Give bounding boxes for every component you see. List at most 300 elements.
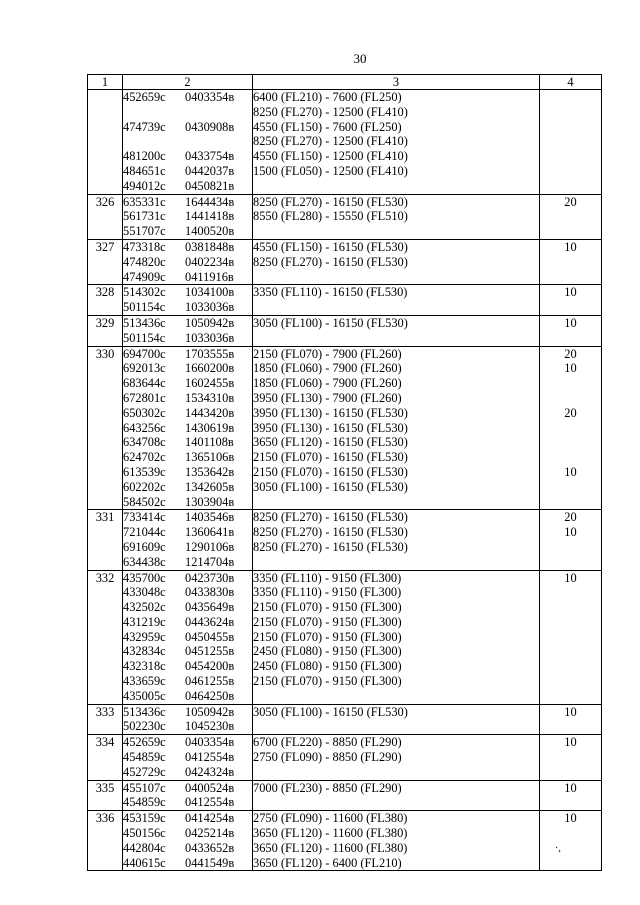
- altitude-cell: [253, 346, 540, 510]
- altitude-range: 1850 (FL060) - 7900 (FL260): [253, 361, 402, 376]
- value-text: [540, 224, 601, 239]
- altitude-range: [253, 719, 539, 734]
- latitude: 501154с: [123, 300, 166, 315]
- latitude: 551707с: [123, 224, 166, 239]
- latitude: 613539с: [123, 464, 166, 479]
- value-text: [540, 450, 601, 465]
- altitude-range: [253, 495, 539, 510]
- coordinate-pair: [123, 224, 252, 239]
- latitude: 454859с: [123, 750, 166, 765]
- coordinate-pair: [123, 644, 252, 659]
- longitude: 0402234в: [185, 254, 235, 269]
- zone-number-text: 334: [95, 735, 115, 750]
- coordinate-pair: [123, 811, 252, 826]
- altitude-range: 1850 (FL060) - 7900 (FL260): [253, 376, 402, 391]
- coordinate-pair: [123, 750, 252, 765]
- longitude: 1403546в: [185, 510, 235, 525]
- latitude: 683644с: [123, 376, 166, 391]
- longitude: 1441418в: [185, 209, 235, 224]
- value-text: [540, 300, 601, 315]
- zone-number: [88, 704, 123, 735]
- coordinates-cell: [123, 735, 253, 780]
- altitude-range: 2150 (FL070) - 9150 (FL300): [253, 614, 402, 629]
- longitude: 1365106в: [185, 450, 235, 465]
- value-text: [540, 555, 601, 570]
- zone-number: [88, 510, 123, 570]
- coordinate-pair: [123, 285, 252, 300]
- altitude-range: 2150 (FL070) - 16150 (FL530): [253, 464, 408, 479]
- value-text: [540, 435, 601, 450]
- altitude-range: 2150 (FL070) - 9150 (FL300): [253, 629, 402, 644]
- coordinate-pair: [123, 600, 252, 615]
- coordinates-cell: [123, 346, 253, 510]
- longitude: 1290106в: [185, 539, 235, 554]
- column-header: 4: [540, 75, 602, 90]
- altitude-range: [253, 765, 539, 780]
- altitude-range: 4550 (FL150) - 7600 (FL250): [253, 119, 402, 134]
- latitude: 432318с: [123, 659, 166, 674]
- coordinate-pair: [123, 240, 252, 255]
- altitude-range: 3650 (FL120) - 16150 (FL530): [253, 435, 408, 450]
- coordinate-pair: [123, 856, 252, 871]
- altitude-range: 3050 (FL100) - 16150 (FL530): [253, 704, 408, 719]
- altitude-range: 2450 (FL080) - 9150 (FL300): [253, 644, 402, 659]
- altitude-cell: [253, 510, 540, 570]
- value-text: 10: [564, 570, 577, 585]
- value-text: [540, 480, 601, 495]
- zone-number: [88, 239, 123, 284]
- coordinates-cell: [123, 315, 253, 346]
- longitude: 0461255в: [185, 674, 235, 689]
- longitude: 1034100в: [185, 285, 235, 300]
- altitude-range: [253, 689, 539, 704]
- latitude: 474739с: [123, 119, 166, 134]
- coordinate-pair: [123, 209, 252, 224]
- coordinate-pair: [123, 765, 252, 780]
- coordinate-pair: [123, 795, 252, 810]
- coordinate-pair: [123, 316, 252, 331]
- longitude: 0443624в: [185, 614, 235, 629]
- value-text: [540, 90, 601, 105]
- value-text: [540, 179, 601, 194]
- altitude-range: 2150 (FL070) - 9150 (FL300): [253, 674, 402, 689]
- longitude: 0425214в: [185, 826, 235, 841]
- altitude-cell: [253, 90, 540, 195]
- latitude: 435005с: [123, 688, 166, 703]
- zone-number-text: 326: [95, 194, 115, 209]
- coordinate-pair: [123, 406, 252, 421]
- value-text: 10: [564, 780, 577, 795]
- latitude: 442804с: [123, 840, 166, 855]
- longitude: 1443420в: [185, 405, 235, 420]
- latitude: 450156с: [123, 826, 166, 841]
- coordinate-pair: [123, 735, 252, 750]
- coordinate-pair: [123, 719, 252, 734]
- latitude: 455107с: [123, 780, 166, 795]
- altitude-range: 8250 (FL270) - 16150 (FL530): [253, 510, 408, 525]
- latitude: 624702с: [123, 450, 166, 465]
- coordinate-pair: [123, 674, 252, 689]
- coordinate-pair: [123, 826, 252, 841]
- longitude: 0464250в: [185, 688, 235, 703]
- coordinates-cell: [123, 90, 253, 195]
- latitude: 501154с: [123, 330, 166, 345]
- latitude: 433048с: [123, 585, 166, 600]
- value-cell: [540, 811, 602, 871]
- altitude-range: 6700 (FL220) - 8850 (FL290): [253, 735, 402, 750]
- coordinate-pair: [123, 421, 252, 436]
- longitude: 0451255в: [185, 644, 235, 659]
- coordinate-pair: [123, 435, 252, 450]
- altitude-range: 2750 (FL090) - 11600 (FL380): [253, 811, 408, 826]
- coordinate-pair: [123, 465, 252, 480]
- altitude-range: 3650 (FL120) - 11600 (FL380): [253, 826, 408, 841]
- zone-number: [88, 194, 123, 239]
- stray-mark: ·,: [555, 843, 561, 854]
- coordinates-cell: [123, 285, 253, 316]
- latitude: 513436с: [123, 704, 166, 719]
- coordinate-pair: [123, 450, 252, 465]
- value-text: 10: [564, 239, 577, 254]
- value-text: [540, 540, 601, 555]
- value-text: [540, 331, 601, 346]
- value-text: 10: [564, 704, 577, 719]
- latitude: 435700с: [123, 570, 166, 585]
- value-text: [540, 765, 601, 780]
- value-cell: [540, 239, 602, 284]
- value-cell: [540, 735, 602, 780]
- altitude-range: 3050 (FL100) - 16150 (FL530): [253, 479, 408, 494]
- coordinate-pair: [123, 571, 252, 586]
- zone-number: [88, 570, 123, 704]
- longitude: 1050942в: [185, 315, 235, 330]
- altitude-cell: [253, 704, 540, 735]
- latitude: 432959с: [123, 629, 166, 644]
- value-text: 10: [564, 735, 577, 750]
- zone-number-text: 328: [95, 285, 115, 300]
- table-row: [88, 239, 602, 284]
- longitude: 0430908в: [185, 119, 235, 134]
- coordinate-pair: [123, 689, 252, 704]
- latitude: 432502с: [123, 600, 166, 615]
- altitude-range: [253, 300, 539, 315]
- coordinate-pair: [123, 331, 252, 346]
- coordinate-pair: [123, 615, 252, 630]
- altitude-range: [253, 795, 539, 810]
- coordinate-pair: [123, 255, 252, 270]
- zone-number-text: 330: [95, 346, 115, 361]
- coordinate-pair: [123, 781, 252, 796]
- coordinate-pair: [123, 164, 252, 179]
- altitude-cell: [253, 780, 540, 811]
- altitude-range: [253, 270, 539, 285]
- altitude-range: 3950 (FL130) - 16150 (FL530): [253, 420, 408, 435]
- latitude: 473318с: [123, 239, 166, 254]
- zone-number: [88, 90, 123, 195]
- longitude: 1360641в: [185, 525, 235, 540]
- longitude: 1400520в: [185, 224, 235, 239]
- coordinate-pair: [123, 480, 252, 495]
- latitude: 440615с: [123, 855, 166, 870]
- column-header: 3: [253, 75, 540, 90]
- longitude: 1534310в: [185, 390, 235, 405]
- value-text: [540, 105, 601, 120]
- altitude-range: 3950 (FL130) - 16150 (FL530): [253, 405, 408, 420]
- longitude: 0442037в: [185, 163, 235, 178]
- longitude: 0412554в: [185, 750, 235, 765]
- latitude: 452729с: [123, 764, 166, 779]
- column-header: 2: [123, 75, 253, 90]
- value-cell: [540, 285, 602, 316]
- value-text: [540, 120, 601, 135]
- altitude-range: 8550 (FL280) - 15550 (FL510): [253, 209, 408, 224]
- latitude: 721044с: [123, 525, 166, 540]
- altitude-range: 2150 (FL070) - 7900 (FL260): [253, 346, 402, 361]
- value-text: [540, 495, 601, 510]
- zone-number: [88, 780, 123, 811]
- coordinate-pair: [123, 270, 252, 285]
- zone-number-text: 332: [95, 570, 115, 585]
- coordinate-pair: [123, 525, 252, 540]
- latitude: 432834с: [123, 644, 166, 659]
- value-text: [540, 659, 601, 674]
- coordinate-pair: [123, 630, 252, 645]
- latitude: 514302с: [123, 285, 166, 300]
- latitude: 453159с: [123, 811, 166, 826]
- latitude: 561731с: [123, 209, 166, 224]
- altitude-range: [253, 331, 539, 346]
- latitude: 452659с: [123, 90, 166, 104]
- altitude-range: 4550 (FL150) - 12500 (FL410): [253, 149, 408, 164]
- coordinate-pair: [123, 149, 252, 164]
- table-row: [88, 285, 602, 316]
- value-text: 10: [564, 525, 577, 540]
- zone-number: [88, 346, 123, 510]
- altitude-cell: [253, 811, 540, 871]
- coordinate-pair: [123, 510, 252, 525]
- altitude-range: 8250 (FL270) - 16150 (FL530): [253, 539, 408, 554]
- longitude: 1430619в: [185, 420, 235, 435]
- longitude: 0403354в: [185, 735, 235, 750]
- zone-number: [88, 285, 123, 316]
- zone-number-text: 331: [95, 510, 115, 525]
- altitude-range: 3650 (FL120) - 6400 (FL210): [253, 855, 402, 870]
- value-text: [540, 615, 601, 630]
- latitude: 672801с: [123, 390, 166, 405]
- latitude: 635331с: [123, 194, 166, 209]
- value-text: [540, 750, 601, 765]
- altitude-cell: [253, 285, 540, 316]
- coordinate-pair: [123, 376, 252, 391]
- altitude-range: 3350 (FL110) - 9150 (FL300): [253, 585, 402, 600]
- coordinate-pair: [123, 841, 252, 856]
- coordinates-cell: [123, 510, 253, 570]
- longitude: 0435649в: [185, 600, 235, 615]
- altitude-range: 3950 (FL130) - 7900 (FL260): [253, 390, 402, 405]
- longitude: 0433754в: [185, 149, 235, 164]
- latitude: 691609с: [123, 539, 166, 554]
- altitude-cell: [253, 239, 540, 284]
- value-text: [540, 719, 601, 734]
- value-text: [540, 795, 601, 810]
- coordinates-cell: [123, 811, 253, 871]
- longitude: 1353642в: [185, 464, 235, 479]
- longitude: 1214704в: [185, 554, 235, 569]
- value-text: 20: [564, 194, 577, 209]
- value-cell: [540, 570, 602, 704]
- coordinate-pair: [123, 300, 252, 315]
- coordinate-pair: [123, 391, 252, 406]
- value-text: 10: [564, 285, 577, 300]
- latitude: 694700с: [123, 346, 166, 361]
- coordinate-pair: [123, 120, 252, 135]
- altitude-range: 2150 (FL070) - 9150 (FL300): [253, 600, 402, 615]
- latitude: 513436с: [123, 315, 166, 330]
- value-text: [540, 689, 601, 704]
- altitude-cell: [253, 315, 540, 346]
- longitude: 1033036в: [185, 300, 235, 315]
- table-row: [88, 704, 602, 735]
- table-row: [88, 780, 602, 811]
- altitude-range: 3350 (FL110) - 9150 (FL300): [253, 570, 402, 585]
- longitude: 1401108в: [185, 435, 234, 450]
- value-text: 10: [564, 811, 577, 826]
- latitude: 650302с: [123, 405, 166, 420]
- latitude: 433659с: [123, 674, 166, 689]
- value-text: 20: [564, 346, 577, 361]
- value-cell: [540, 315, 602, 346]
- zone-number-text: 333: [95, 704, 115, 719]
- longitude: 0454200в: [185, 659, 235, 674]
- airspace-table: [87, 74, 602, 871]
- longitude: 0381848в: [185, 239, 235, 254]
- value-text: [540, 270, 601, 285]
- altitude-cell: [253, 735, 540, 780]
- latitude: 431219с: [123, 614, 166, 629]
- longitude: 0400524в: [185, 780, 235, 795]
- latitude: 494012с: [123, 178, 166, 193]
- zone-number-text: 335: [95, 780, 115, 795]
- zone-number-text: 327: [95, 239, 115, 254]
- latitude: 634708с: [123, 435, 166, 450]
- coordinate-pair: [123, 705, 252, 720]
- altitude-range: 3650 (FL120) - 11600 (FL380): [253, 840, 408, 855]
- longitude: 0441549в: [185, 855, 235, 870]
- value-text: [540, 630, 601, 645]
- altitude-range: 8250 (FL270) - 16150 (FL530): [253, 254, 408, 269]
- value-text: 10: [564, 464, 577, 479]
- value-text: [540, 149, 601, 164]
- column-header: 1: [88, 75, 123, 90]
- value-text: [540, 644, 601, 659]
- altitude-range: 3350 (FL110) - 16150 (FL530): [253, 285, 408, 300]
- longitude: 1602455в: [185, 376, 235, 391]
- longitude: 0450455в: [185, 629, 235, 644]
- latitude: 474909с: [123, 269, 166, 284]
- table-row: [88, 346, 602, 510]
- longitude: 0411916в: [185, 269, 234, 284]
- table-row: [88, 811, 602, 871]
- coordinate-pair: [123, 555, 252, 570]
- latitude: 502230с: [123, 719, 166, 734]
- altitude-range: 8250 (FL270) - 16150 (FL530): [253, 194, 408, 209]
- zone-number-text: [88, 90, 122, 105]
- value-text: 20: [564, 510, 577, 525]
- coordinate-pair: [123, 495, 252, 510]
- longitude: 1660200в: [185, 361, 235, 376]
- value-text: [540, 376, 601, 391]
- table-row: [88, 510, 602, 570]
- altitude-range: 8250 (FL270) - 12500 (FL410): [253, 104, 408, 119]
- coordinate-pair: [123, 540, 252, 555]
- value-cell: [540, 194, 602, 239]
- longitude: 0450821в: [185, 178, 235, 193]
- latitude: 484651с: [123, 163, 166, 178]
- altitude-range: 7000 (FL230) - 8850 (FL290): [253, 780, 402, 795]
- altitude-range: 3050 (FL100) - 16150 (FL530): [253, 315, 408, 330]
- longitude: 1703555в: [185, 346, 235, 361]
- value-text: [540, 600, 601, 615]
- value-text: 20: [564, 405, 577, 420]
- altitude-range: 2750 (FL090) - 8850 (FL290): [253, 750, 402, 765]
- longitude: 0412554в: [185, 795, 235, 810]
- longitude: 0424324в: [185, 764, 235, 779]
- value-text: 10: [564, 361, 577, 376]
- altitude-range: 2150 (FL070) - 16150 (FL530): [253, 450, 408, 465]
- table-row: [88, 315, 602, 346]
- zone-number: [88, 811, 123, 871]
- value-text: [540, 585, 601, 600]
- coordinate-pair: [123, 585, 252, 600]
- table-row: [88, 570, 602, 704]
- coordinate-pair: [123, 134, 252, 149]
- latitude: 452659с: [123, 735, 166, 750]
- value-text: [540, 164, 601, 179]
- value-cell: [540, 780, 602, 811]
- zone-number: [88, 735, 123, 780]
- coordinates-cell: [123, 570, 253, 704]
- longitude: 1342605в: [185, 479, 235, 494]
- altitude-range: [253, 555, 539, 570]
- value-cell: [540, 346, 602, 510]
- latitude: 602202с: [123, 479, 166, 494]
- altitude-range: 6400 (FL210) - 7600 (FL250): [253, 90, 402, 104]
- altitude-range: 4550 (FL150) - 16150 (FL530): [253, 239, 408, 254]
- table-row: [88, 194, 602, 239]
- altitude-cell: [253, 194, 540, 239]
- value-cell: [540, 510, 602, 570]
- value-text: 10: [564, 315, 577, 330]
- latitude: 643256с: [123, 420, 166, 435]
- zone-number-text: 329: [95, 315, 115, 330]
- longitude: 1303904в: [185, 494, 235, 509]
- coordinate-pair: [123, 195, 252, 210]
- longitude: 1033036в: [185, 330, 235, 345]
- longitude: 0433830в: [185, 585, 235, 600]
- value-cell: [540, 90, 602, 195]
- altitude-range: [253, 179, 539, 194]
- latitude: 692013с: [123, 361, 166, 376]
- longitude: 0433652в: [185, 840, 235, 855]
- coordinate-pair: [123, 347, 252, 362]
- coordinate-pair: [123, 90, 252, 105]
- longitude: 1050942в: [185, 704, 235, 719]
- longitude: 1644434в: [185, 194, 235, 209]
- coordinate-pair: [123, 659, 252, 674]
- latitude: 634438с: [123, 554, 166, 569]
- altitude-range: [253, 224, 539, 239]
- value-text: [540, 255, 601, 270]
